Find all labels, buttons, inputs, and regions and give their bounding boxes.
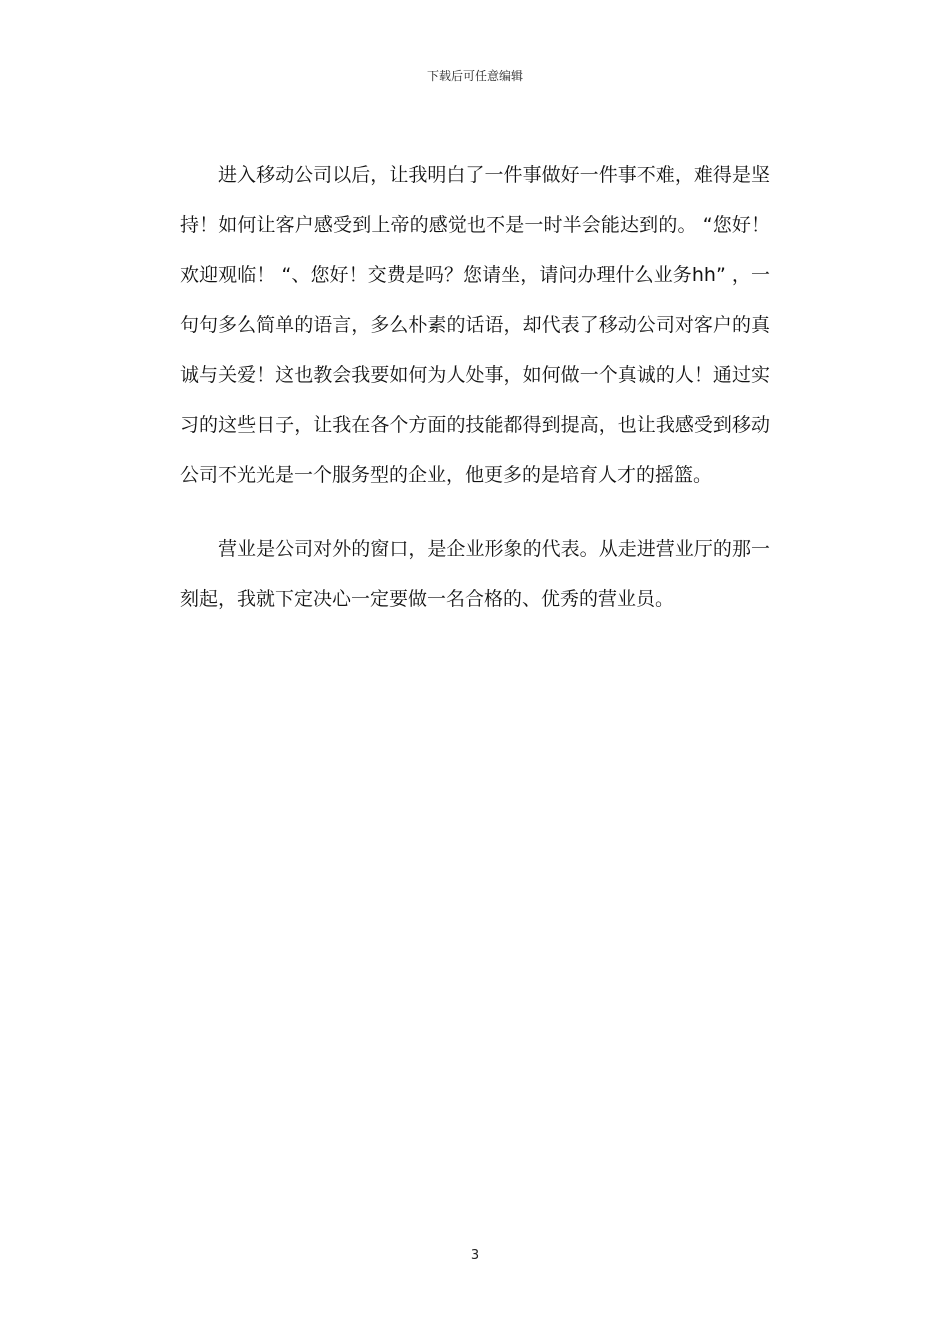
paragraph-1: 进入移动公司以后，让我明白了一件事做好一件事不难，难得是坚持！如何让客户感受到上帝的感觉也不是一时半会能达到的。 “您好！欢迎观临！ “、您好！交费是吗？您请坐，请问办理什么业务hh” ，一句句多么简单的语言，多么朴素的话语，却代表了移动公司对客户的真诚与关爱！这也教会我要如何为人处事，如何做一个真诚的人！通过实习的这些日子，让我在各个方面的技能都得到提高，也让我感受到移动公司不光光是一个服务型的企业，他更多的是培育人才的摇篮。 [180, 164, 770, 486]
document-body [180, 150, 770, 624]
page-number: 3 [470, 1248, 480, 1263]
page-header: 下载后可任意编辑 [426, 69, 523, 83]
paragraph-2: 营业是公司对外的窗口，是企业形象的代表。从走进营业厅的那一刻起，我就下定决心一定要做一名合格的、优秀的营业员。 [180, 538, 770, 610]
